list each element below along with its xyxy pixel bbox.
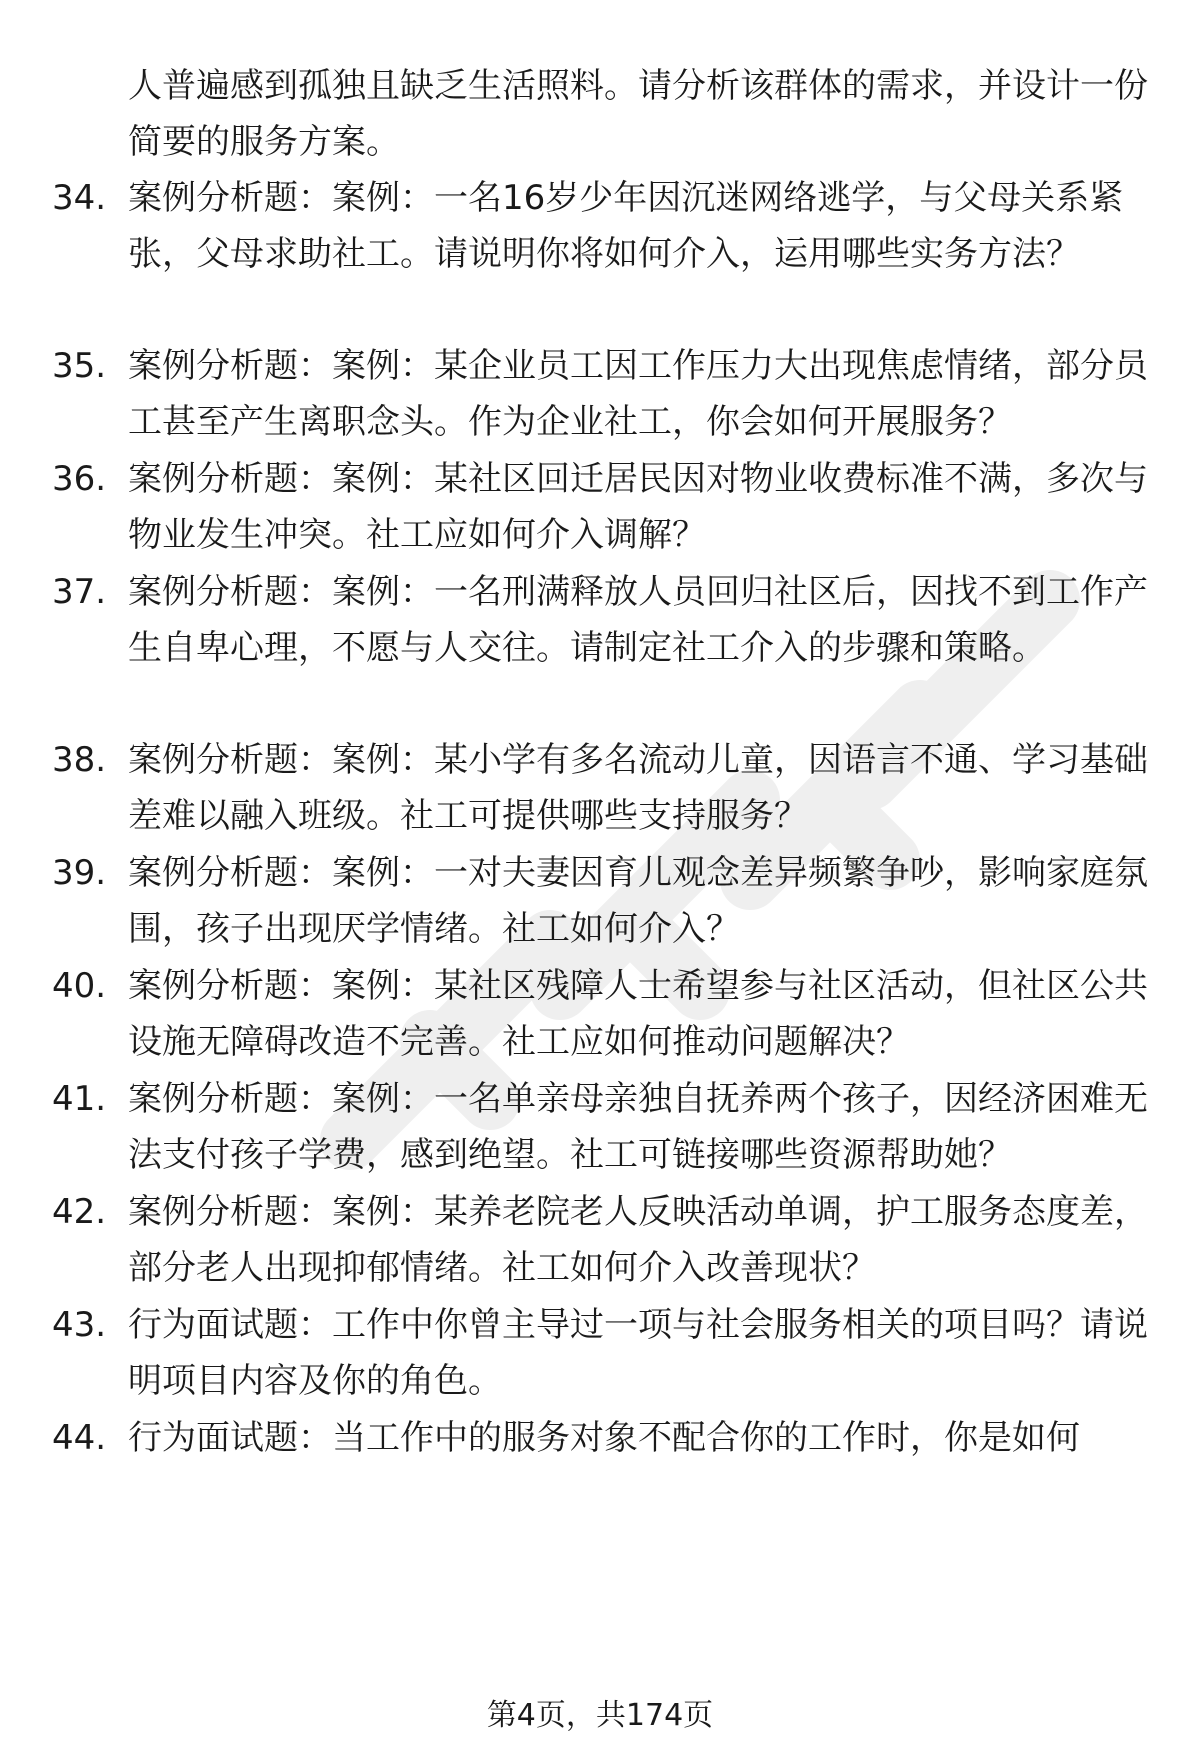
question-text: 案例分析题：案例：某社区残障人士希望参与社区活动，但社区公共设施无障碍改造不完善。社工应如何推动问题解决？ — [128, 966, 1148, 1062]
question-number: 38. — [52, 740, 107, 780]
question-number: 41. — [52, 1079, 107, 1119]
question-text: 案例分析题：案例：某养老院老人反映活动单调，护工服务态度差，部分老人出现抑郁情绪。社工如何介入改善现状？ — [128, 1192, 1148, 1288]
question-text: 行为面试题：工作中你曾主导过一项与社会服务相关的项目吗？请说明项目内容及你的角色。 — [128, 1305, 1148, 1401]
lead-paragraph: 人普遍感到孤独且缺乏生活照料。请分析该群体的需求，并设计一份简要的服务方案。 — [128, 66, 1148, 162]
question-number: 37. — [52, 572, 107, 612]
question-number: 39. — [52, 853, 107, 893]
page-footer: 第4页，共174页 — [486, 1698, 714, 1733]
question-text: 案例分析题：案例：一名16岁少年因沉迷网络逃学，与父母关系紧张，父母求助社工。请说明你将如何介入，运用哪些实务方法？ — [128, 178, 1124, 274]
question-number: 42. — [52, 1192, 107, 1232]
question-number: 35. — [52, 346, 107, 386]
question-number: 36. — [52, 459, 107, 499]
question-text: 案例分析题：案例：一名单亲母亲独自抚养两个孩子，因经济困难无法支付孩子学费，感到绝望。社工可链接哪些资源帮助她？ — [128, 1079, 1148, 1175]
question-number: 43. — [52, 1305, 107, 1345]
question-text: 案例分析题：案例：一名刑满释放人员回归社区后，因找不到工作产生自卑心理，不愿与人交往。请制定社工介入的步骤和策略。 — [128, 572, 1148, 668]
question-text: 案例分析题：案例：某企业员工因工作压力大出现焦虑情绪，部分员工甚至产生离职念头。作为企业社工，你会如何开展服务？ — [128, 346, 1148, 442]
question-number: 44. — [52, 1418, 107, 1458]
question-number: 40. — [52, 966, 107, 1006]
question-number: 34. — [52, 178, 107, 218]
question-text: 案例分析题：案例：某社区回迁居民因对物业收费标准不满，多次与物业发生冲突。社工应如何介入调解？ — [128, 459, 1148, 555]
question-text: 行为面试题：当工作中的服务对象不配合你的工作时，你是如何 — [128, 1418, 1080, 1458]
question-text: 案例分析题：案例：一对夫妻因育儿观念差异频繁争吵，影响家庭氛围，孩子出现厌学情绪。社工如何介入？ — [128, 853, 1148, 949]
question-text: 案例分析题：案例：某小学有多名流动儿童，因语言不通、学习基础差难以融入班级。社工可提供哪些支持服务？ — [128, 740, 1148, 836]
